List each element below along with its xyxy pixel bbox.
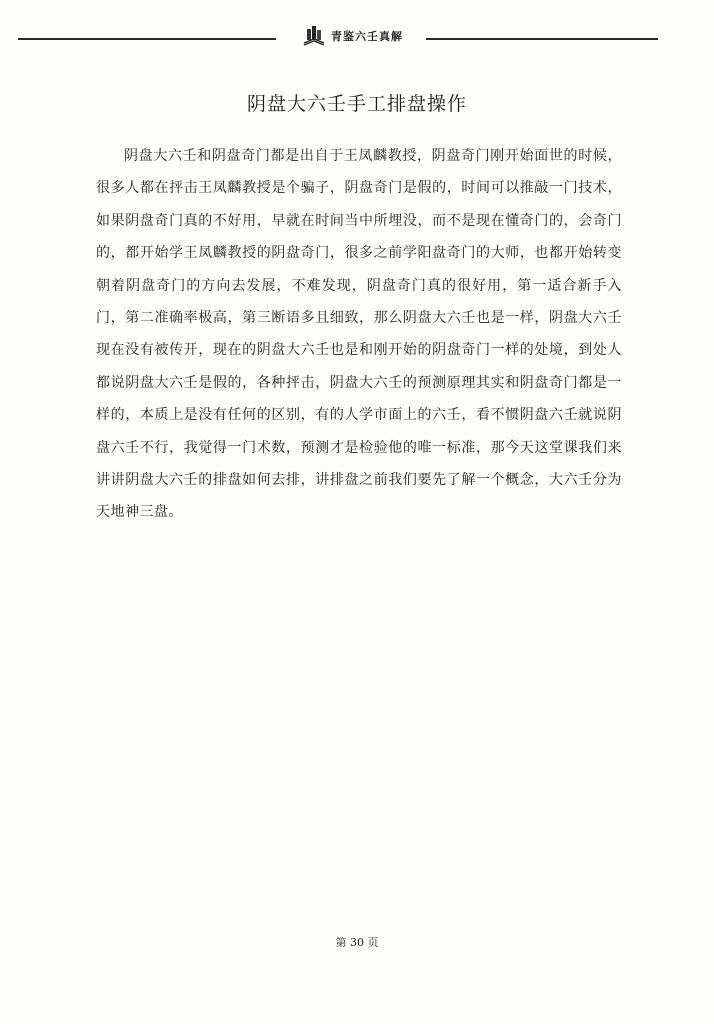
page-title: 阴盘大六壬手工排盘操作 bbox=[246, 93, 467, 115]
page-number: 第 30 页 bbox=[335, 936, 379, 949]
header-rule-right bbox=[426, 38, 658, 40]
header-rule-left bbox=[18, 38, 276, 40]
book-logo-icon bbox=[301, 23, 327, 49]
header-center bbox=[280, 22, 424, 50]
body-paragraph: 阴盘大六壬和阴盘奇门都是出自于王凤麟教授，阴盘奇门刚开始面世的时候，很多人都在抨击王凤麟教授是个骗子，阴盘奇门是假的，时间可以推敲一门技术，如果阴盘奇门真的不好用，早就在时间当中所埋没，而不是现在懂奇门的，会奇门的，都开始学王凤麟教授的阴盘奇门，很多之前学阳盘奇门的大师，也都开始转变朝着阴盘奇门的方向去发展，不难发现，阴盘奇门真的很好用，第一适合新手入门，第二准确率极高，第三断语多且细致，那么阴盘大六壬也是一样，阴盘大六壬现在没有被传开，现在的阴盘大六壬也是和刚开始的阴盘奇门一样的处境，到处人都说阴盘大六壬是假的，各种抨击，阴盘大六壬的预测原理其实和阴盘奇门都是一样的，本质上是没有任何的区别，有的人学市面上的六壬，看不惯阴盘六壬就说阴盘六壬不行，我觉得一门术数，预测才是检验他的唯一标准，那今天这堂课我们来讲讲阴盘大六壬的排盘如何去排，讲排盘之前我们要先了解一个概念，大六壬分为天地神三盘。 bbox=[96, 148, 622, 521]
running-header bbox=[18, 22, 658, 50]
header-title: 青鉴六壬真解 bbox=[331, 30, 403, 43]
